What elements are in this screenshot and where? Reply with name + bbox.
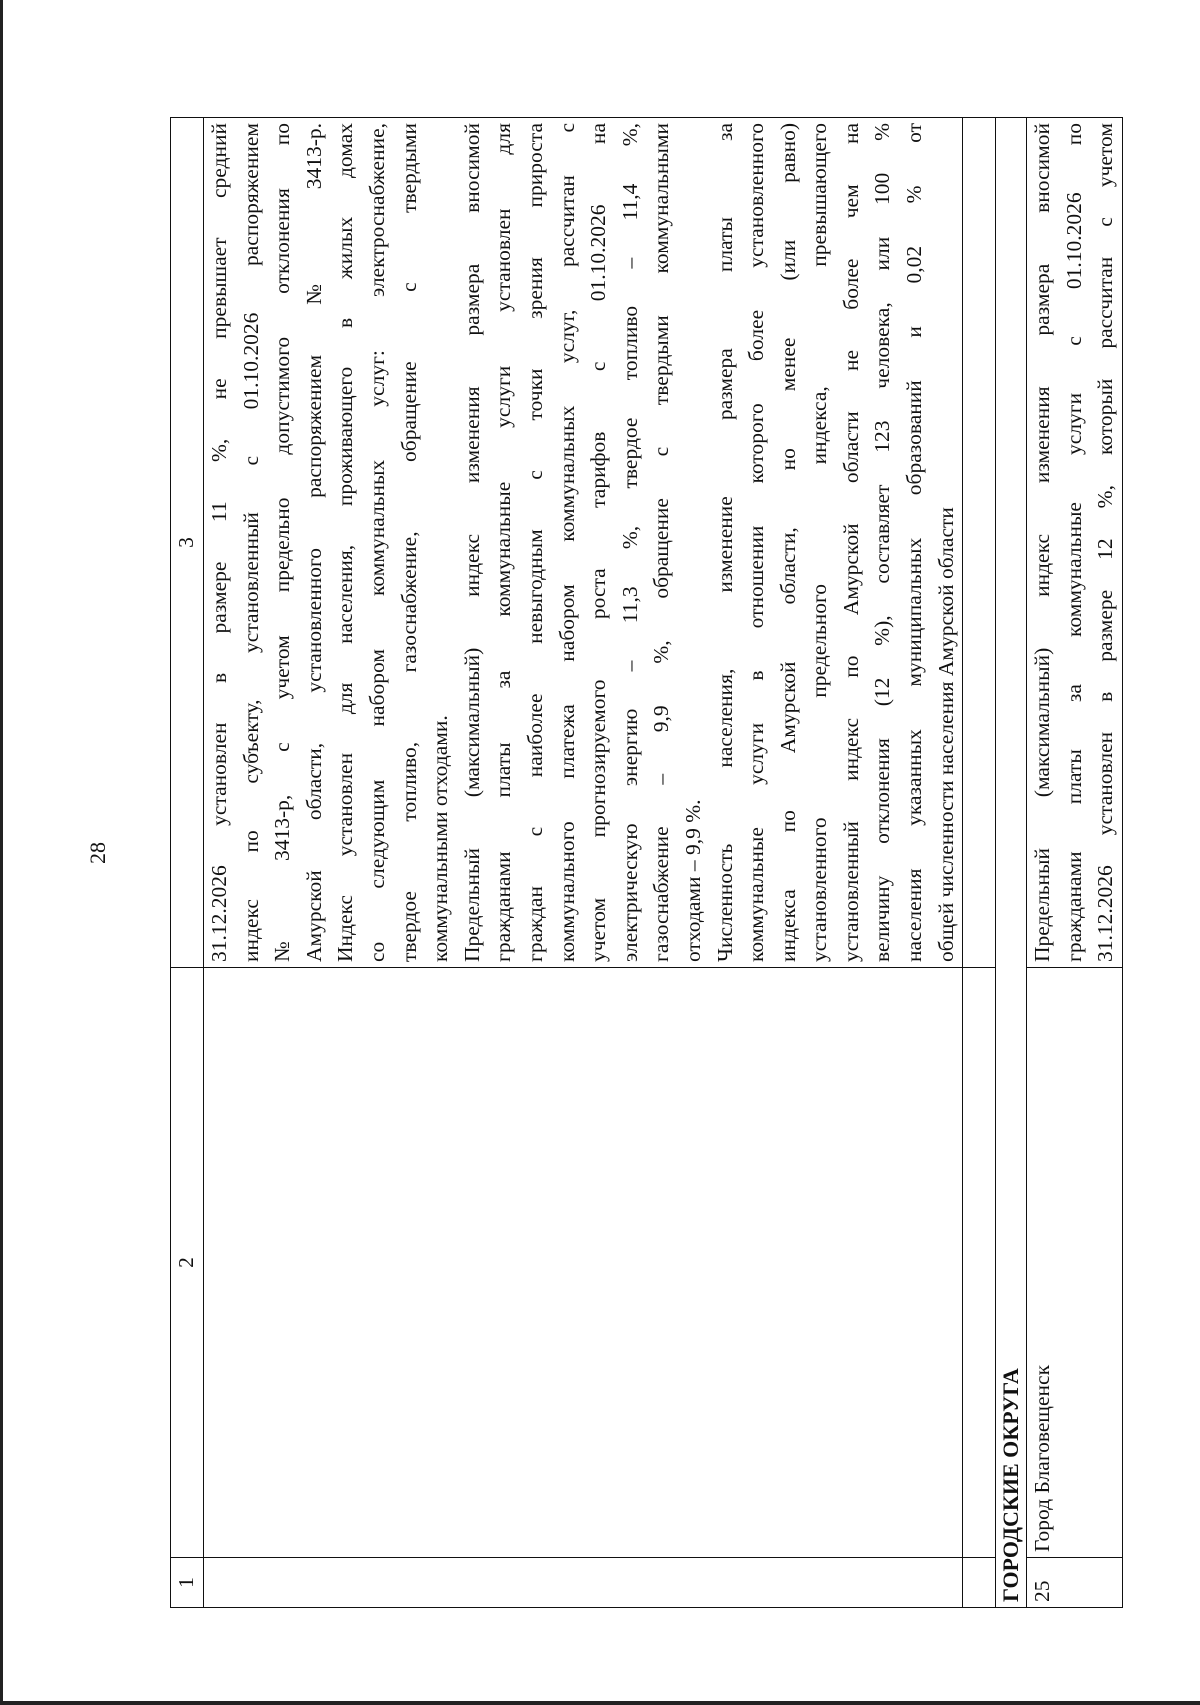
text-line: населения указанных муниципальных образований и 0,02 % от <box>902 123 927 962</box>
paragraph <box>330 123 456 962</box>
municipality-cell-25: Город Благовещенск <box>1027 968 1123 1558</box>
table-header-row <box>171 118 204 1608</box>
text-line: 31.12.2026 установлен в размере 11 %, не превышает средний <box>207 123 231 962</box>
header-col-2: 2 <box>171 968 204 1558</box>
text-line: граждан с наиболее невыгодным с точки зрения прироста <box>522 123 547 962</box>
row-number-cell <box>204 1558 963 1608</box>
text-line: электрическую энергию – 11,3 %, твердое топливо – 11,4 %, <box>617 123 642 962</box>
row-number-cell-25: 25 <box>1027 1558 1123 1608</box>
text-line: твердое топливо, газоснабжение, обращение с твердыми <box>396 123 421 962</box>
index-description-cell <box>204 118 963 968</box>
municipality-cell <box>204 968 963 1558</box>
paragraph <box>204 123 330 962</box>
table-row-blank <box>963 118 996 1608</box>
header-col-3: 3 <box>171 118 204 968</box>
text-line: Предельный (максимальный) индекс изменения размера вносимой <box>459 123 484 962</box>
text-line: установленного предельного индекса, превышающего <box>807 123 832 962</box>
page-number: 28 <box>85 842 110 864</box>
text-line: Амурской области, установленного распоряжением № 3413-р. <box>301 123 326 962</box>
paragraph <box>457 123 710 962</box>
text-line: общей численности населения Амурской области <box>933 507 958 962</box>
continued-text-block <box>204 123 962 962</box>
section-heading: ГОРОДСКИЕ ОКРУГА <box>996 118 1027 1608</box>
text-line: коммунальные услуги в отношении которого более установленного <box>744 123 769 962</box>
text-line: гражданами платы за коммунальные услуги с 01.10.2026 по <box>1061 123 1086 962</box>
tariff-index-table <box>170 117 1123 1608</box>
text-line: газоснабжение – 9,9 %, обращение с твердыми коммунальными <box>649 123 674 962</box>
text-line: коммунальными отходами. <box>428 715 453 962</box>
scan-left-edge <box>0 0 3 1705</box>
blank-cell-1 <box>963 1558 996 1608</box>
text-line: учетом прогнозируемого роста тарифов с 01.10.2026 на <box>586 123 611 962</box>
text-line: установленный индекс по Амурской области не более чем на <box>838 123 863 962</box>
text-line: 31.12.2026 установлен в размере 12 %, который рассчитан с учетом <box>1093 123 1118 962</box>
row25-text-block <box>1027 123 1122 962</box>
section-heading-row <box>996 118 1027 1608</box>
text-line: индекса по Амурской области, но менее (или равно) <box>775 123 800 962</box>
text-line: отходами – 9,9 %. <box>680 799 705 962</box>
text-line: гражданами платы за коммунальные услуги установлен для <box>491 123 516 962</box>
blank-cell-2 <box>963 968 996 1558</box>
text-line: Индекс установлен для населения, проживающего в жилых домах <box>333 123 358 962</box>
text-line: индекс по субъекту, установленный с 01.10.2026 распоряжением <box>238 123 263 962</box>
text-line: № 3413-р, с учетом предельно допустимого отклонения по <box>270 123 295 962</box>
header-col-1: 1 <box>171 1558 204 1608</box>
text-line: со следующим набором коммунальных услуг: электроснабжение, <box>364 123 389 962</box>
text-line: величину отклонения (12 %), составляет 123 человека, или 100 % <box>870 123 895 962</box>
text-line: Предельный (максимальный) индекс изменения размера вносимой <box>1030 123 1055 962</box>
rotated-table-container <box>170 118 1118 1608</box>
blank-cell-3 <box>963 118 996 968</box>
table-row-continued <box>204 118 963 1608</box>
text-line: коммунального платежа набором коммунальных услуг, рассчитан с <box>554 123 579 962</box>
index-description-cell-25 <box>1027 118 1123 968</box>
paragraph <box>710 123 963 962</box>
text-line: Численность населения, изменение размера платы за <box>712 123 737 962</box>
table-row-25 <box>1027 118 1123 1608</box>
scan-bottom-edge <box>0 1701 1200 1705</box>
